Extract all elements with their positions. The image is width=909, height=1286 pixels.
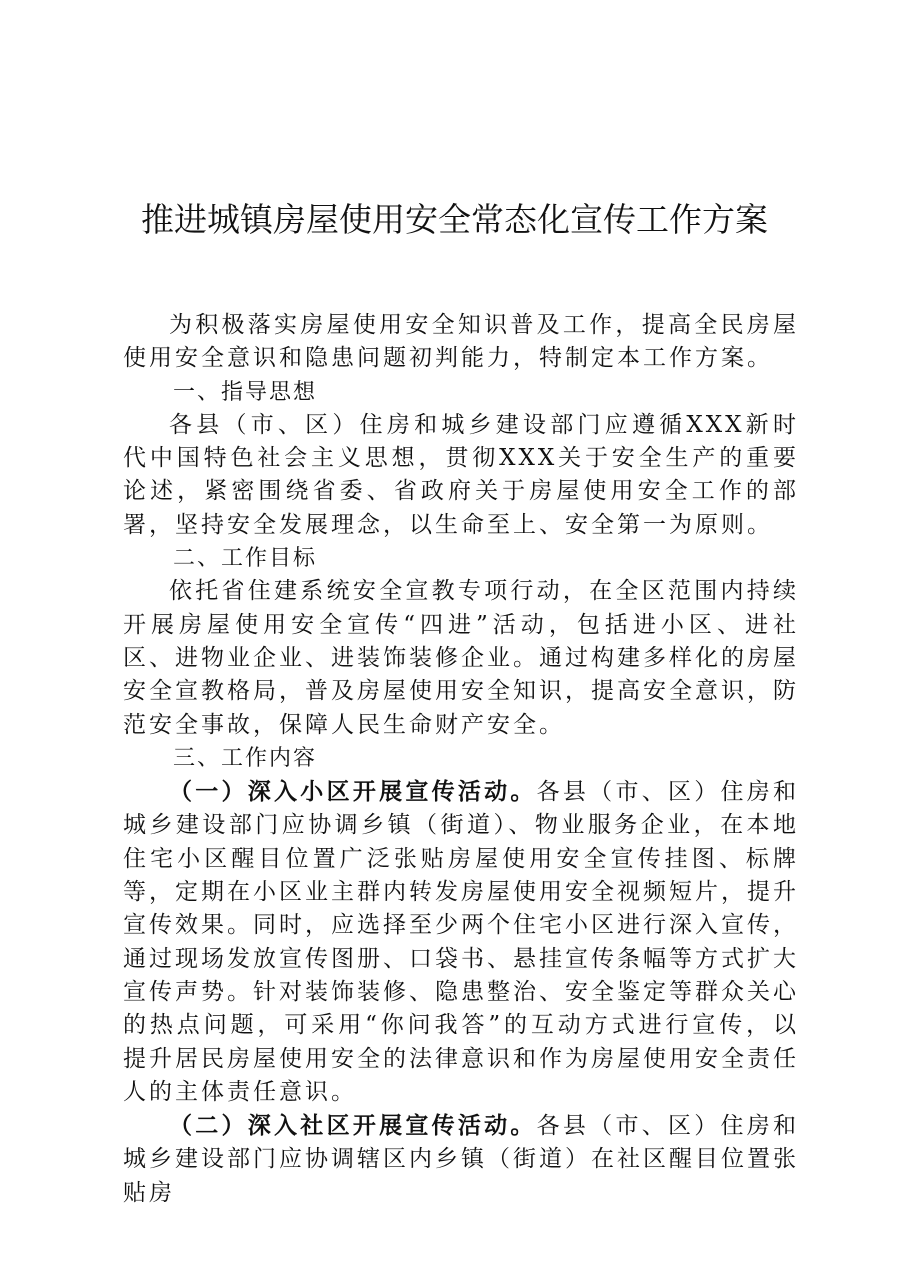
intro-paragraph: 为积极落实房屋使用安全知识普及工作，提高全民房屋使用安全意识和隐患问题初判能力，特制定本工作方案。 bbox=[123, 312, 799, 372]
section-heading-work-content: 三、工作内容 bbox=[173, 745, 318, 771]
guiding-thought-paragraph: 各县（市、区）住房和城乡建设部门应遵循XXX新时代中国特色社会主义思想，贯彻XXX关于安全生产的重要论述，紧密围绕省委、省政府关于房屋使用安全工作的部署，坚持安全发展理念，以生命至上、安全第一为原则。 bbox=[123, 411, 799, 538]
document-title: 推进城镇房屋使用安全常态化宣传工作方案 bbox=[141, 200, 768, 239]
work-content-item-2-lead: （二）深入社区开展宣传活动。 bbox=[169, 1112, 537, 1140]
work-goals-paragraph: 依托省住建系统安全宣教专项行动，在全区范围内持续开展房屋使用安全宣传“四进”活动，包括进小区、进社区、进物业企业、进装饰装修企业。通过构建多样化的房屋安全宣教格局，普及房屋使用安全知识，提高安全意识，防范安全事故，保障人民生命财产安全。 bbox=[123, 578, 799, 738]
work-content-item-1-lead: （一）深入小区开展宣传活动。 bbox=[169, 778, 537, 806]
document-body bbox=[123, 309, 799, 1210]
work-content-item-2-text: 各县（市、区）住房和城乡建设部门应协调辖区内乡镇（街道）在社区醒目位置张贴房 bbox=[123, 1113, 800, 1206]
section-heading-guiding-thought: 一、指导思想 bbox=[173, 379, 318, 405]
work-content-item-2 bbox=[123, 1109, 799, 1210]
work-content-item-1 bbox=[123, 775, 799, 1109]
work-content-item-1-text: 各县（市、区）住房和城乡建设部门应协调乡镇（街道）、物业服务企业，在本地住宅小区醒目位置广泛张贴房屋使用安全宣传挂图、标牌等，定期在小区业主群内转发房屋使用安全视频短片，提升宣传效果。同时，应选择至少两个住宅小区进行深入宣传，通过现场发放宣传图册、口袋书、悬挂宣传条幅等方式扩大宣传声势。针对装饰装修、隐患整治、安全鉴定等群众关心的热点问题，可采用“你问我答”的互动方式进行宣传，以提升居民房屋使用安全的法律意识和作为房屋使用安全责任人的主体责任意识。 bbox=[123, 779, 800, 1105]
section-heading-work-goals: 二、工作目标 bbox=[173, 546, 318, 572]
